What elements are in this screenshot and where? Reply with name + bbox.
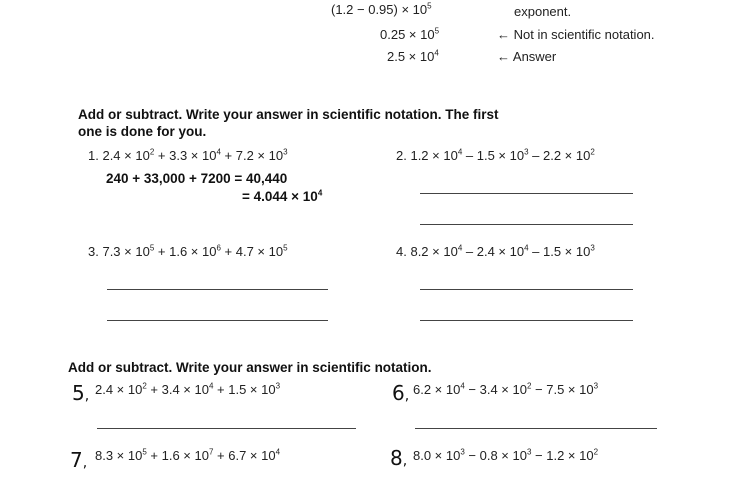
problem-1-work-line1: 240 + 33,000 + 7200 = 40,440: [106, 171, 288, 186]
problem-8-number: 8,: [390, 446, 408, 470]
worked-example-note-1: exponent.: [514, 4, 572, 19]
problem-number: 3.: [88, 244, 99, 259]
answer-line-4a[interactable]: [420, 289, 633, 290]
answer-line-3b[interactable]: [107, 320, 328, 321]
answer-line-3a[interactable]: [107, 289, 328, 290]
section2-instruction: Add or subtract. Write your answer in scientific notation.: [68, 360, 432, 375]
worked-example-line-2: [380, 27, 439, 42]
expression-text: (1.2 − 0.95) × 10: [331, 2, 428, 17]
expression-text: 2.5 × 10: [387, 49, 435, 64]
answer-line-2a[interactable]: [420, 193, 633, 194]
problem-7-number: 7,: [70, 448, 88, 472]
problem-8: $8.0 \times 10^3 - 0.8 \times 10^3 - 1.2 \times 10^2$: [413, 447, 599, 463]
problem-number: 4.: [396, 244, 407, 259]
section1-instruction-line1: Add or subtract. Write your answer in scientific notation. The first: [78, 107, 499, 122]
answer-line-6[interactable]: [415, 428, 657, 429]
problem-4: 4. $8.2 \times 10^4 - 2.4 \times 10^4 - 1.5 \times 10^3$: [396, 243, 595, 259]
problem-6: $6.2 \times 10^4 - 3.4 \times 10^2 - 7.5 \times 10^3$: [413, 381, 599, 397]
worked-example-line-3: [387, 49, 439, 64]
worked-example-note-3: ← Answer: [497, 49, 557, 64]
expression-text: 0.25 × 10: [380, 27, 435, 42]
problem-number: 2.: [396, 148, 407, 163]
answer-line-2b[interactable]: [420, 224, 633, 225]
problem-7: $8.3 \times 10^5 + 1.6 \times 10^7 + 6.7 \times 10^4$: [95, 447, 281, 463]
exponent: 5: [427, 1, 432, 11]
problem-6-number: 6,: [392, 381, 410, 405]
worked-example-line-1: [331, 2, 432, 17]
exponent: 4: [434, 48, 439, 58]
problem-number: 1.: [88, 148, 99, 163]
problem-3: 3. $7.3 \times 10^5 + 1.6 \times 10^6 + 4.7 \times 10^5$: [88, 243, 288, 259]
problem-5-number: 5,: [72, 381, 90, 405]
problem-1: 1. $2.4 \times 10^2 + 3.3 \times 10^4 + 7.2 \times 10^3$: [88, 147, 288, 163]
exponent: 5: [434, 26, 440, 36]
answer-line-5[interactable]: [97, 428, 356, 429]
worked-example-note-2: ← Not in scientific notation.: [497, 27, 655, 42]
problem-1-work-line2: = $4.044 \times 10^4$: [242, 188, 323, 204]
answer-line-4b[interactable]: [420, 320, 633, 321]
problem-5: $2.4 \times 10^2 + 3.4 \times 10^4 + 1.5 \times 10^3$: [95, 381, 281, 397]
section1-instruction-line2: one is done for you.: [78, 124, 207, 139]
problem-2: 2. $1.2 \times 10^4 - 1.5 \times 10^3 - 2.2 \times 10^2$: [396, 147, 595, 163]
